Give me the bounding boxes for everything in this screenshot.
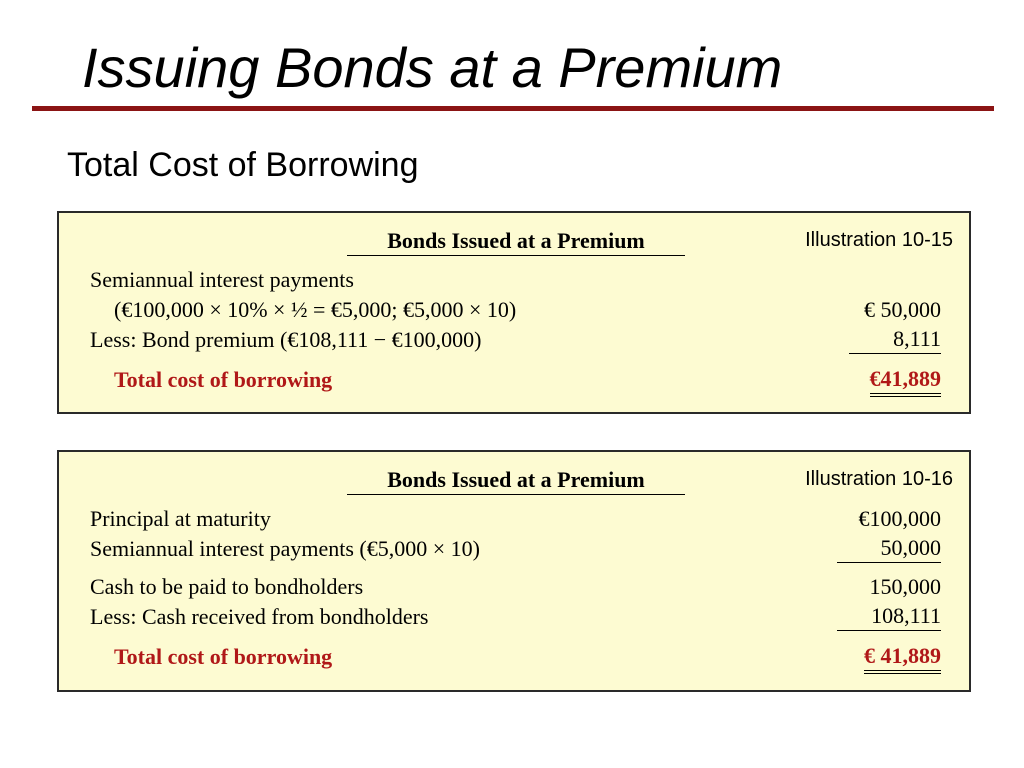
illustration-label: Illustration 10-16: [805, 468, 953, 490]
row-label: Semiannual interest payments (€5,000 × 10): [90, 536, 480, 561]
row-amount: 8,111: [849, 325, 941, 354]
row-amount: 150,000: [869, 574, 941, 599]
table-row: [90, 534, 941, 564]
illustration-panel-10-16: [57, 450, 971, 692]
slide-subtitle: Total Cost of Borrowing: [67, 146, 419, 184]
title-divider: [32, 106, 994, 111]
row-label: Less: Bond premium (€108,111 − €100,000): [90, 327, 482, 352]
row-amount: 108,111: [837, 602, 941, 631]
table-row: [90, 504, 941, 534]
row-label: Semiannual interest payments: [90, 267, 354, 292]
row-amount: €100,000: [858, 506, 941, 531]
table-row: [90, 265, 941, 295]
total-label: Total cost of borrowing: [114, 644, 333, 669]
total-amount: € 41,889: [864, 642, 941, 674]
row-amount: 50,000: [837, 534, 941, 563]
panel-heading: Bonds Issued at a Premium: [347, 468, 685, 495]
total-row: [90, 642, 941, 672]
total-row: [90, 365, 941, 395]
row-label: (€100,000 × 10% × ½ = €5,000; €5,000 × 10): [114, 297, 517, 322]
row-label: Cash to be paid to bondholders: [90, 574, 364, 599]
row-label: Principal at maturity: [90, 506, 271, 531]
illustration-panel-10-15: [57, 211, 971, 414]
table-row: [90, 295, 941, 325]
total-amount: €41,889: [870, 365, 942, 397]
row-amount: € 50,000: [864, 297, 941, 322]
table-row: [90, 325, 941, 355]
illustration-label: Illustration 10-15: [805, 229, 953, 251]
panel-heading: Bonds Issued at a Premium: [347, 229, 685, 256]
table-row: [90, 602, 941, 632]
row-label: Less: Cash received from bondholders: [90, 604, 429, 629]
total-label: Total cost of borrowing: [114, 367, 333, 392]
slide-title: Issuing Bonds at a Premium: [82, 36, 783, 99]
table-row: [90, 572, 941, 602]
